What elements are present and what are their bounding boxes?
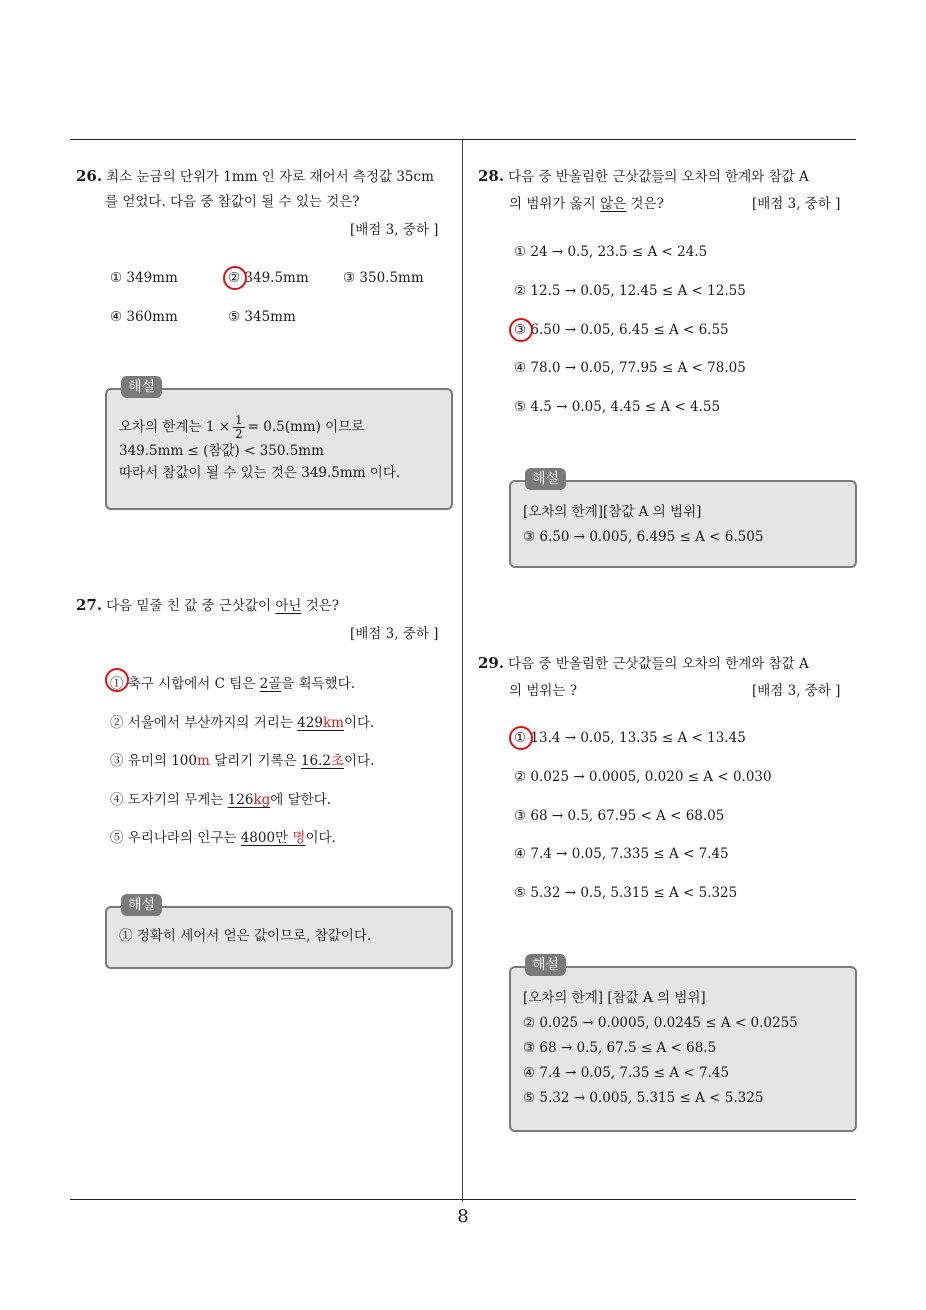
q27-sol-line1: ① 정확히 세어서 얻은 값이므로, 참값이다.	[119, 928, 372, 944]
q29-option-5[interactable]: ⑤ 5.32 → 0.5, 5.315 ≤ A < 5.325	[514, 885, 738, 901]
q27-option-2[interactable]	[110, 711, 374, 731]
q26-option-3[interactable]: ③ 350.5mm	[343, 270, 424, 286]
q26-text1: 최소 눈금의 단위가 1mm 인 자로 재어서 측정값 35cm	[106, 169, 434, 185]
q28-line1	[478, 165, 809, 185]
q27-o3-a: ③ 유미의 100	[110, 753, 197, 769]
q29-text1: 다음 중 반올림한 근삿값들의 오차의 한계와 참값 A	[508, 656, 809, 672]
q27-text-a: 다음 밑줄 친 값 중 근삿값이	[106, 598, 276, 614]
q26-sol-line1	[119, 414, 439, 441]
q29-option-1[interactable]: ① 13.4 → 0.05, 13.35 ≤ A < 13.45	[514, 730, 746, 746]
q27-o5-underlined	[241, 830, 306, 846]
answer-circle-mark	[105, 668, 129, 692]
q29-option-3[interactable]: ③ 68 → 0.5, 67.95 < A < 68.05	[514, 808, 725, 824]
q29-solution-box	[509, 957, 857, 1132]
q26-number: 26.	[76, 167, 103, 185]
q27-solution-box	[105, 897, 453, 969]
column-divider	[462, 140, 463, 1202]
fraction	[233, 414, 245, 441]
solution-label: 해설	[525, 954, 566, 976]
q27-o1-b: 을 획득했다.	[281, 676, 356, 692]
q26-sol-line1-post: = 0.5(mm) 이므로	[247, 419, 365, 435]
q28-text2-a: 의 범위가 옳지	[509, 196, 601, 212]
q26-score: [배점 3, 중하 ]	[350, 222, 439, 238]
q26-solution-box	[105, 379, 453, 510]
answer-circle-mark	[223, 266, 247, 290]
q27-o2-b: 이다.	[343, 715, 375, 731]
q29-option-2[interactable]: ② 0.025 → 0.0005, 0.020 ≤ A < 0.030	[514, 769, 772, 785]
q28-option-3[interactable]: ③ 6.50 → 0.05, 6.45 ≤ A < 6.55	[514, 322, 729, 338]
q26-sol-line2: 349.5mm ≤ (참값) < 350.5mm	[119, 443, 324, 459]
q27-o5-a: ⑤ 우리나라의 인구는	[110, 830, 241, 846]
q27-option-3[interactable]	[110, 749, 374, 769]
q27-o3-unit2: 초	[330, 753, 345, 769]
q27-o4-unit: kg	[253, 792, 271, 808]
solution-label: 해설	[121, 376, 162, 398]
q27-line1	[76, 594, 339, 614]
q26-option-1[interactable]: ① 349mm	[110, 270, 178, 286]
answer-circle-mark	[509, 726, 533, 750]
q28-option-2[interactable]: ② 12.5 → 0.05, 12.45 ≤ A < 12.55	[514, 283, 746, 299]
q27-o3-underlined	[301, 753, 344, 769]
q27-o2-a: ② 서울에서 부산까지의 거리는	[110, 715, 298, 731]
q27-o2-underlined	[297, 715, 344, 731]
q27-option-5[interactable]	[110, 826, 336, 846]
q28-number: 28.	[478, 167, 505, 185]
solution-label: 해설	[525, 468, 566, 490]
q26-option-5[interactable]: ⑤ 345mm	[228, 309, 296, 325]
q27-o1-underlined: 2골	[259, 676, 282, 692]
q29-score: [배점 3, 중하 ]	[752, 683, 841, 699]
q26-line1	[76, 165, 434, 185]
q27-o4-underlined	[228, 792, 271, 808]
q26-sol-line3: 따라서 참값이 될 수 있는 것은 349.5mm 이다.	[119, 465, 401, 481]
q29-sol-line5: ⑤ 5.32 → 0.005, 5.315 ≤ A < 5.325	[523, 1090, 764, 1106]
q28-text1: 다음 중 반올림한 근삿값들의 오차의 한계와 참값 A	[508, 169, 809, 185]
top-rule	[70, 139, 856, 140]
q28-sol-line2: ③ 6.50 → 0.005, 6.495 ≤ A < 6.505	[523, 529, 764, 545]
q28-option-4[interactable]: ④ 78.0 → 0.05, 77.95 ≤ A < 78.05	[514, 360, 746, 376]
q26-option-2[interactable]: ② 349.5mm	[228, 270, 309, 286]
q28-line2	[509, 192, 664, 212]
q29-number: 29.	[478, 654, 505, 672]
q28-text2-underlined: 않은	[600, 196, 627, 212]
q27-o4-value: 126	[227, 792, 254, 808]
q27-o4-a: ④ 도자기의 무게는	[110, 792, 228, 808]
q29-line1	[478, 652, 809, 672]
q27-o3-mid: 달리기 기록은	[209, 753, 301, 769]
bottom-rule	[70, 1199, 856, 1200]
q29-sol-line1: [오차의 한계] [참값 A 의 범위]	[523, 990, 706, 1006]
q26-option-4[interactable]: ④ 360mm	[110, 309, 178, 325]
answer-circle-mark	[509, 318, 533, 342]
q27-o2-unit: km	[322, 715, 344, 731]
q27-o5-unit: 명	[292, 830, 306, 846]
q27-o3-value: 16.2	[300, 753, 331, 769]
q27-o3-unit1: m	[196, 753, 210, 769]
q28-solution-box	[509, 471, 857, 568]
q29-sol-line4: ④ 7.4 → 0.05, 7.35 ≤ A < 7.45	[523, 1065, 730, 1081]
q27-option-1[interactable]	[110, 672, 355, 692]
fraction-denominator: 2	[235, 427, 243, 441]
solution-label: 해설	[121, 894, 162, 916]
q29-line2: 의 범위는 ?	[509, 683, 577, 699]
q26-sol-line1-pre: 오차의 한계는 1 ×	[119, 419, 231, 435]
q28-sol-line1: [오차의 한계][참값 A 의 범위]	[523, 504, 702, 520]
page-number: 8	[457, 1206, 469, 1227]
q27-o5-value: 4800만	[240, 830, 293, 846]
q28-text2-b: 것은?	[626, 196, 664, 212]
q29-sol-line2: ② 0.025 → 0.0005, 0.0245 ≤ A < 0.0255	[523, 1015, 798, 1031]
q27-o1-a: ① 축구 시합에서 C 팀은	[110, 676, 260, 692]
q27-o4-b: 에 달한다.	[270, 792, 332, 808]
q27-o3-b: 이다.	[344, 753, 375, 769]
q27-text-b: 것은?	[301, 598, 340, 614]
q27-option-4[interactable]	[110, 788, 331, 808]
q27-o2-value: 429	[297, 715, 323, 731]
q27-o5-b: 이다.	[305, 830, 336, 846]
q27-number: 27.	[76, 596, 103, 614]
q26-line2: 를 얻었다. 다음 중 참값이 될 수 있는 것은?	[105, 194, 360, 210]
q27-score: [배점 3, 중하 ]	[350, 626, 439, 642]
q28-option-1[interactable]: ① 24 → 0.5, 23.5 ≤ A < 24.5	[514, 244, 708, 260]
fraction-numerator: 1	[235, 413, 243, 427]
q29-option-4[interactable]: ④ 7.4 → 0.05, 7.335 ≤ A < 7.45	[514, 846, 729, 862]
q28-score: [배점 3, 중하 ]	[752, 196, 841, 212]
q27-text-underlined: 아닌	[275, 598, 302, 614]
q29-sol-line3: ③ 68 → 0.5, 67.5 ≤ A < 68.5	[523, 1040, 717, 1056]
q28-option-5[interactable]: ⑤ 4.5 → 0.05, 4.45 ≤ A < 4.55	[514, 399, 721, 415]
